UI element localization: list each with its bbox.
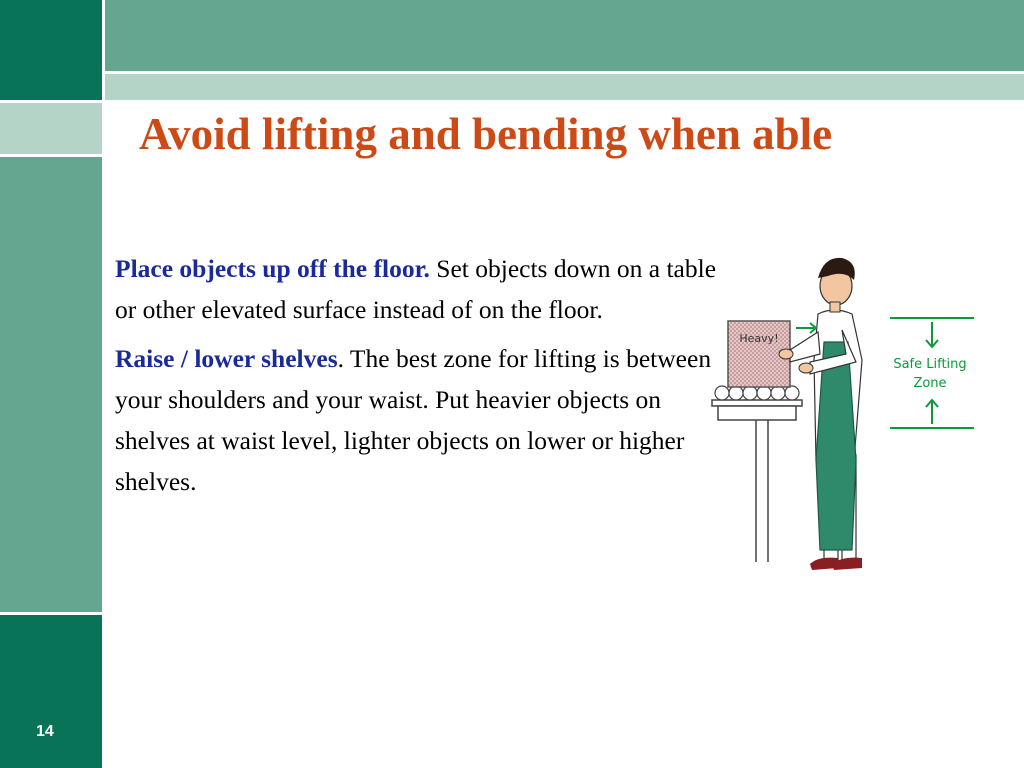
heavy-label: Heavy! xyxy=(739,332,779,345)
paragraph-floor xyxy=(115,248,735,330)
safe-lifting-illustration xyxy=(706,250,986,580)
arrow-up-icon xyxy=(926,400,938,424)
paragraph-shelves xyxy=(115,338,735,502)
left-bar-middle xyxy=(0,157,102,612)
top-band-light xyxy=(105,74,1024,100)
slide-number: 14 xyxy=(36,723,54,740)
arrow-down-icon xyxy=(926,322,938,347)
safe-zone-marker xyxy=(890,318,974,428)
left-bar-top xyxy=(0,0,102,100)
slide-title: Avoid lifting and bending when able xyxy=(139,109,833,159)
zone-label-line2: Zone xyxy=(913,376,947,391)
slide-body xyxy=(115,248,735,510)
paragraph-floor-text: Set objects down on a table or other elevated surface instead of on the floor. xyxy=(115,254,717,324)
arrow-right-icon xyxy=(796,323,816,333)
paragraph-shelves-lead: Raise / lower shelves xyxy=(115,344,338,373)
table-icon xyxy=(712,386,802,562)
left-bar-light xyxy=(0,103,102,154)
zone-label-line1: Safe Lifting xyxy=(893,357,967,372)
paragraph-shelves-text: . The best zone for lifting is between your shoulders and your waist. Put heavier objects on shelves at waist level, lighter objects on lower or higher shelves. xyxy=(115,344,712,496)
paragraph-floor-lead: Place objects up off the floor. xyxy=(115,254,430,283)
top-band xyxy=(105,0,1024,71)
left-bar-bottom xyxy=(0,615,102,768)
